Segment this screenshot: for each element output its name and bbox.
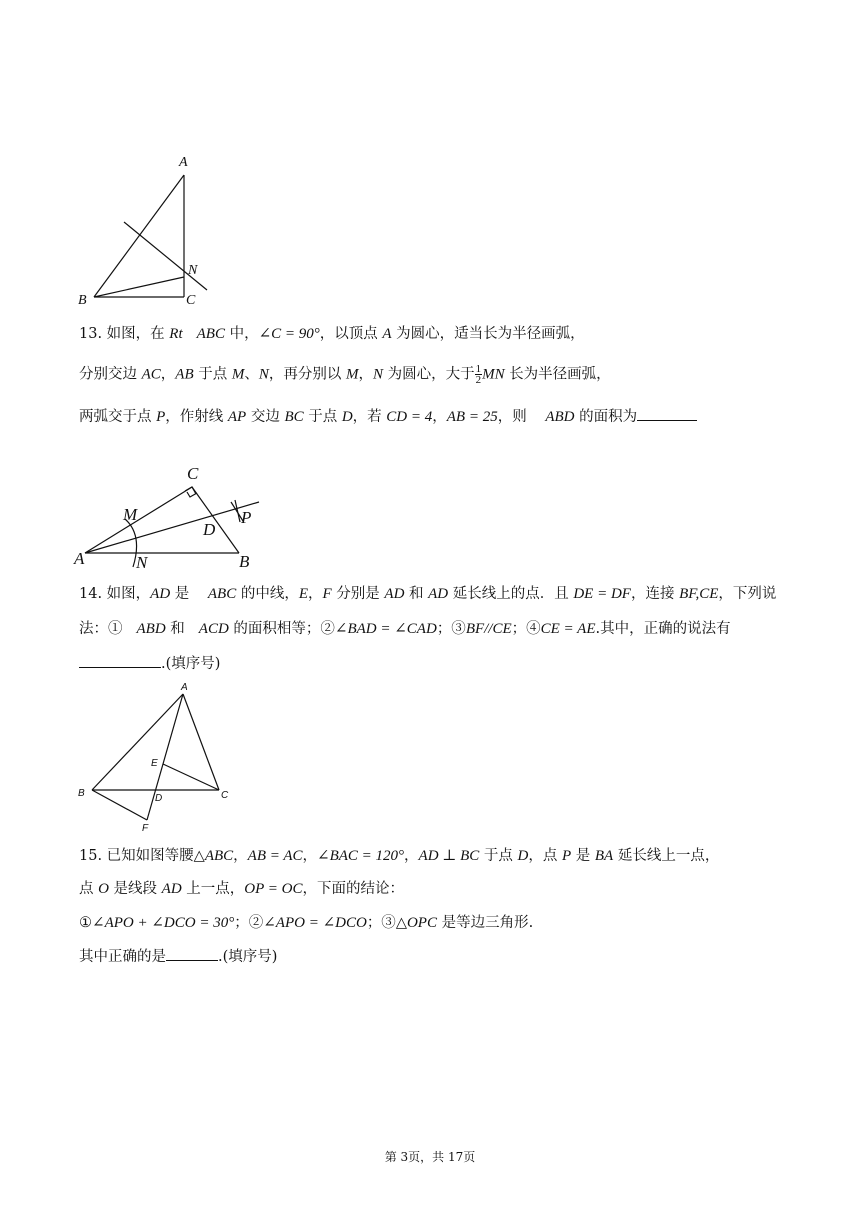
label-e: E — [151, 758, 158, 769]
figure-right-triangle-abc — [70, 150, 220, 310]
math: AC — [141, 366, 161, 383]
math: DE = DF — [573, 586, 631, 602]
text: ，以顶点 — [319, 326, 383, 342]
fraction-one-half — [475, 364, 483, 385]
text: 的面积相等；② — [228, 621, 335, 637]
q15-line-1 — [79, 846, 719, 866]
segment-bn — [94, 277, 184, 297]
label-p: P — [241, 508, 252, 527]
text: 于点 — [193, 366, 232, 383]
text: 是 — [170, 586, 194, 602]
q14-line-2 — [79, 619, 731, 639]
text: 上一点， — [181, 881, 245, 897]
math: BF//CE — [465, 621, 512, 637]
segment-bf — [92, 790, 147, 820]
text: .(填序号) — [161, 656, 221, 672]
math: CE = AE — [540, 621, 596, 637]
text: 其中正确的是 — [79, 949, 166, 965]
math: A — [382, 326, 392, 342]
label-b: B — [78, 293, 87, 308]
math: AP — [227, 409, 247, 425]
text: ， — [233, 848, 248, 864]
text: 中， — [224, 326, 259, 342]
label-f: F — [142, 823, 149, 834]
math: AB = 25 — [446, 409, 498, 425]
math: OP = OC — [244, 881, 303, 897]
math: AD — [161, 881, 182, 897]
math: ∠C = 90° — [258, 326, 320, 342]
text: 、 — [244, 366, 259, 383]
math: ABD — [545, 409, 575, 425]
triangle-symbol: △ — [395, 915, 407, 931]
q15-line-3 — [79, 913, 533, 933]
math: D — [517, 848, 529, 864]
math: ABC — [204, 848, 234, 864]
label-c: C — [221, 790, 229, 801]
text: ， — [308, 586, 323, 602]
text: .其中，正确的说法有 — [595, 621, 731, 637]
math: AB = AC — [247, 848, 303, 864]
math: ABC — [207, 586, 237, 602]
text: ，点 — [528, 848, 562, 864]
fraction-denominator: 2 — [475, 374, 482, 386]
text: ① — [79, 915, 92, 931]
math: BA — [594, 848, 614, 864]
math: N — [372, 366, 383, 383]
segment-ab — [94, 175, 184, 297]
text: .(填序号) — [218, 949, 278, 965]
math: ∠APO = ∠DCO — [263, 915, 367, 931]
math: P — [156, 409, 166, 425]
text: 分别交边 — [79, 366, 142, 383]
text: 是等边三角形. — [436, 915, 534, 931]
math: N — [258, 366, 269, 383]
label-d: D — [155, 793, 163, 804]
text: ， — [432, 409, 447, 425]
text: 法：① — [79, 621, 123, 637]
text: ， — [404, 848, 419, 864]
q14-line-1 — [79, 584, 776, 604]
text: ，作射线 — [165, 409, 228, 425]
text: ，则 — [497, 409, 532, 425]
page-number: 第 3页，共 17页 — [384, 1150, 476, 1164]
text: ；④ — [511, 621, 541, 637]
label-a: A — [74, 549, 85, 568]
figure-1-svg — [70, 150, 220, 310]
fraction-numerator: 1 — [475, 363, 482, 375]
perpendicular-bisector-line — [124, 222, 207, 290]
text: 的面积为 — [574, 409, 638, 425]
label-c: C — [186, 293, 196, 308]
triangle-symbol: △ — [193, 848, 205, 864]
answer-blank[interactable] — [637, 406, 697, 421]
label-b: B — [78, 788, 85, 799]
label-a: A — [181, 682, 188, 693]
text: ，下列说 — [718, 586, 777, 602]
text: 点 — [79, 881, 99, 897]
text: ；② — [234, 915, 264, 931]
text: ，下面的结论： — [302, 881, 404, 897]
math: O — [98, 881, 109, 897]
math: MN — [482, 366, 505, 383]
math: ABD — [136, 621, 166, 637]
text: 是 — [571, 848, 595, 864]
figure-3-svg — [75, 680, 245, 840]
text: ；③ — [436, 621, 466, 637]
math: AD — [428, 586, 449, 602]
math: P — [562, 848, 572, 864]
text: ， — [160, 366, 176, 383]
q13-line-1 — [79, 324, 585, 344]
figure-2-svg — [75, 465, 275, 575]
text: 和 — [404, 586, 429, 602]
label-n: N — [136, 553, 148, 572]
math: AD — [150, 586, 171, 602]
text: ， — [302, 848, 318, 864]
text: ，若 — [352, 409, 387, 425]
label-c: C — [187, 464, 199, 483]
math: Rt — [169, 326, 183, 342]
arc-p-2 — [235, 500, 240, 522]
label-b: B — [239, 552, 250, 571]
math: ∠BAC = 120° — [317, 848, 405, 864]
text: 14. 如图， — [79, 586, 151, 602]
math: AD ⊥ BC — [418, 848, 480, 864]
segment-ac — [85, 487, 192, 553]
figure-angle-bisector-construction — [75, 465, 275, 575]
label-n: N — [188, 263, 198, 278]
text: 的中线， — [236, 586, 299, 602]
math: ∠BAD = ∠CAD — [334, 621, 437, 637]
text: 于点 — [479, 848, 518, 864]
text: 长为半径画弧， — [504, 366, 611, 383]
answer-blank[interactable] — [79, 653, 161, 668]
q13-line-3 — [79, 406, 697, 427]
text: 为圆心，适当长为半径画弧， — [391, 326, 585, 342]
math: AD — [384, 586, 405, 602]
q15-line-2 — [79, 879, 404, 899]
label-a: A — [179, 155, 188, 170]
math: ∠APO + ∠DCO = 30° — [92, 915, 235, 931]
q15-line-4 — [79, 946, 277, 967]
text: 于点 — [303, 409, 342, 425]
text: 交边 — [246, 409, 285, 425]
text: 和 — [165, 621, 185, 637]
text: 分别是 — [331, 586, 385, 602]
text: ，再分别以 — [268, 366, 346, 383]
math: AB — [175, 366, 194, 383]
answer-blank[interactable] — [166, 946, 218, 961]
math: ACD — [198, 621, 229, 637]
text: ， — [358, 366, 373, 383]
text: ；③ — [366, 915, 396, 931]
right-angle-mark — [185, 487, 196, 494]
text: 15. 已知如图等腰 — [79, 848, 194, 864]
text: 13. 如图，在 — [79, 326, 170, 342]
q13-line-2 — [79, 364, 611, 385]
text: 两弧交于点 — [79, 409, 157, 425]
figure-median-triangle — [75, 680, 245, 840]
math: BF,CE — [679, 586, 719, 602]
q14-line-3 — [79, 653, 220, 674]
math: M — [345, 366, 359, 383]
math: OPC — [406, 915, 437, 931]
math: F — [322, 586, 332, 602]
math: M — [231, 366, 245, 383]
text: ，连接 — [630, 586, 680, 602]
text: 是线段 — [108, 881, 162, 897]
label-m: M — [123, 505, 138, 524]
math: E — [298, 586, 309, 602]
label-d: D — [203, 520, 216, 539]
math: CD = 4 — [386, 409, 433, 425]
math: D — [341, 409, 353, 425]
text: 延长线上的点．且 — [448, 586, 574, 602]
math: ABC — [196, 326, 225, 342]
math: BC — [284, 409, 304, 425]
text: 为圆心，大于 — [382, 366, 475, 383]
text: 延长线上一点， — [613, 848, 720, 864]
arc-mn — [125, 519, 137, 567]
